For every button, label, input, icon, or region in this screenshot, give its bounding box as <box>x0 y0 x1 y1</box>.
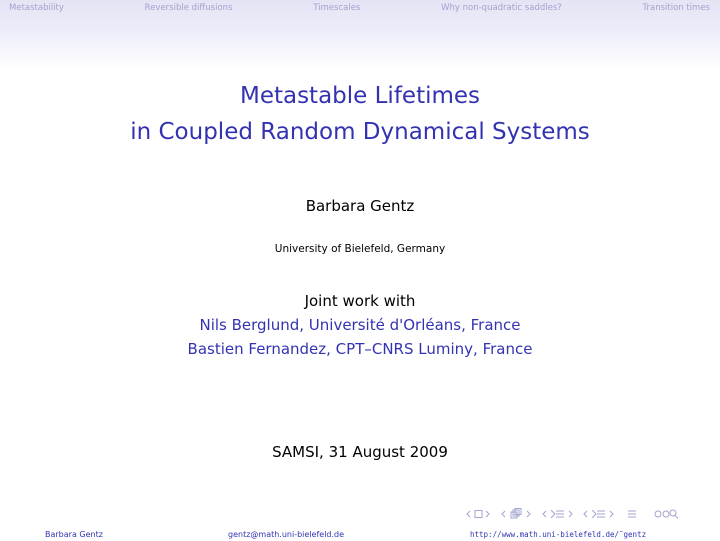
nav-first-icon[interactable] <box>466 508 500 520</box>
beamer-navigation-symbols <box>466 507 681 521</box>
author-name: Barbara Gentz <box>305 197 415 215</box>
joint-work-block <box>0 289 720 361</box>
nav-item-transition-times[interactable]: Transition times <box>642 3 710 13</box>
slide-title <box>0 78 720 150</box>
nav-subsection-icon[interactable] <box>583 508 623 520</box>
institution: University of Bielefeld, Germany <box>274 243 446 255</box>
event-date: SAMSI, 31 August 2009 <box>272 443 448 461</box>
coauthor-2: Bastien Fernandez, CPT–CNRS Luminy, France <box>187 340 533 358</box>
footer-bar <box>0 527 720 541</box>
title-line-2: in Coupled Random Dynamical Systems <box>130 119 590 145</box>
nav-search-icon[interactable] <box>651 508 681 520</box>
section-navigation <box>0 3 720 17</box>
nav-align-icon[interactable] <box>624 508 650 520</box>
footer-url[interactable]: http://www.math.uni-bielefeld.de/˜gentz <box>470 530 647 539</box>
joint-work-label: Joint work with <box>304 292 416 310</box>
nav-item-non-quadratic-saddles[interactable]: Why non-quadratic saddles? <box>441 3 562 13</box>
coauthor-1: Nils Berglund, Université d'Orléans, France <box>199 316 521 334</box>
nav-section-icon[interactable] <box>542 508 582 520</box>
footer-email[interactable]: gentz@math.uni-bielefeld.de <box>228 530 345 539</box>
nav-item-timescales[interactable]: Timescales <box>313 3 361 13</box>
title-line-1: Metastable Lifetimes <box>239 83 481 109</box>
nav-frame-icon[interactable] <box>501 508 541 520</box>
nav-item-reversible-diffusions[interactable]: Reversible diffusions <box>144 3 233 13</box>
nav-item-metastability[interactable]: Metastability <box>9 3 64 13</box>
footer-author: Barbara Gentz <box>45 530 103 539</box>
